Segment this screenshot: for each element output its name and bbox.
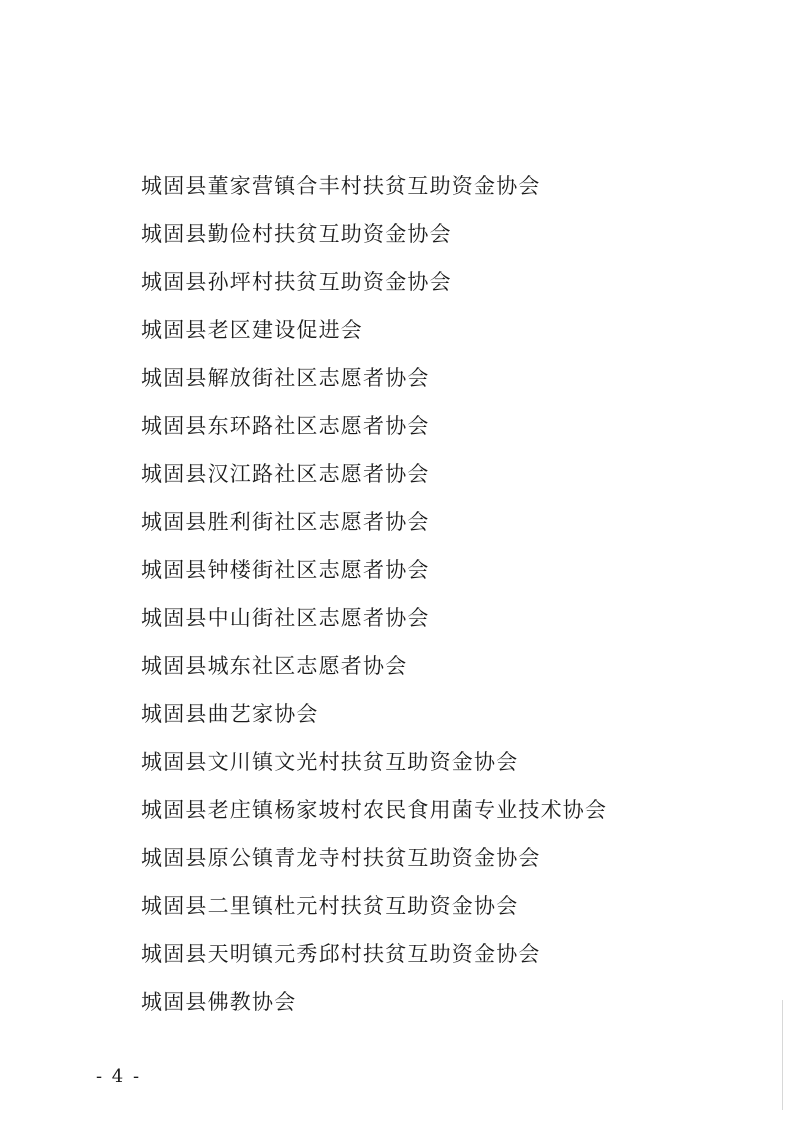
organization-item: 城固县钟楼街社区志愿者协会 [141,558,430,582]
organization-item: 城固县勤俭村扶贫互助资金协会 [141,222,452,246]
organization-item: 城固县老庄镇杨家坡村农民食用菌专业技术协会 [141,798,608,822]
organization-item: 城固县董家营镇合丰村扶贫互助资金协会 [141,174,541,198]
organization-item: 城固县曲艺家协会 [141,702,319,726]
organization-item: 城固县原公镇青龙寺村扶贫互助资金协会 [141,846,541,870]
organization-item: 城固县城东社区志愿者协会 [141,654,408,678]
organization-item: 城固县胜利街社区志愿者协会 [141,510,430,534]
scan-edge-divider [782,1000,783,1110]
organization-list [141,166,607,1030]
organization-item: 城固县东环路社区志愿者协会 [141,414,430,438]
organization-item: 城固县汉江路社区志愿者协会 [141,462,430,486]
organization-item: 城固县二里镇杜元村扶贫互助资金协会 [141,894,519,918]
organization-item: 城固县老区建设促进会 [141,318,363,342]
organization-item: 城固县解放街社区志愿者协会 [141,366,430,390]
organization-item: 城固县孙坪村扶贫互助资金协会 [141,270,452,294]
organization-item: 城固县佛教协会 [141,990,297,1014]
page-number: - 4 - [96,1066,142,1087]
organization-item: 城固县中山街社区志愿者协会 [141,606,430,630]
organization-item: 城固县文川镇文光村扶贫互助资金协会 [141,750,519,774]
organization-item: 城固县天明镇元秀邱村扶贫互助资金协会 [141,942,541,966]
